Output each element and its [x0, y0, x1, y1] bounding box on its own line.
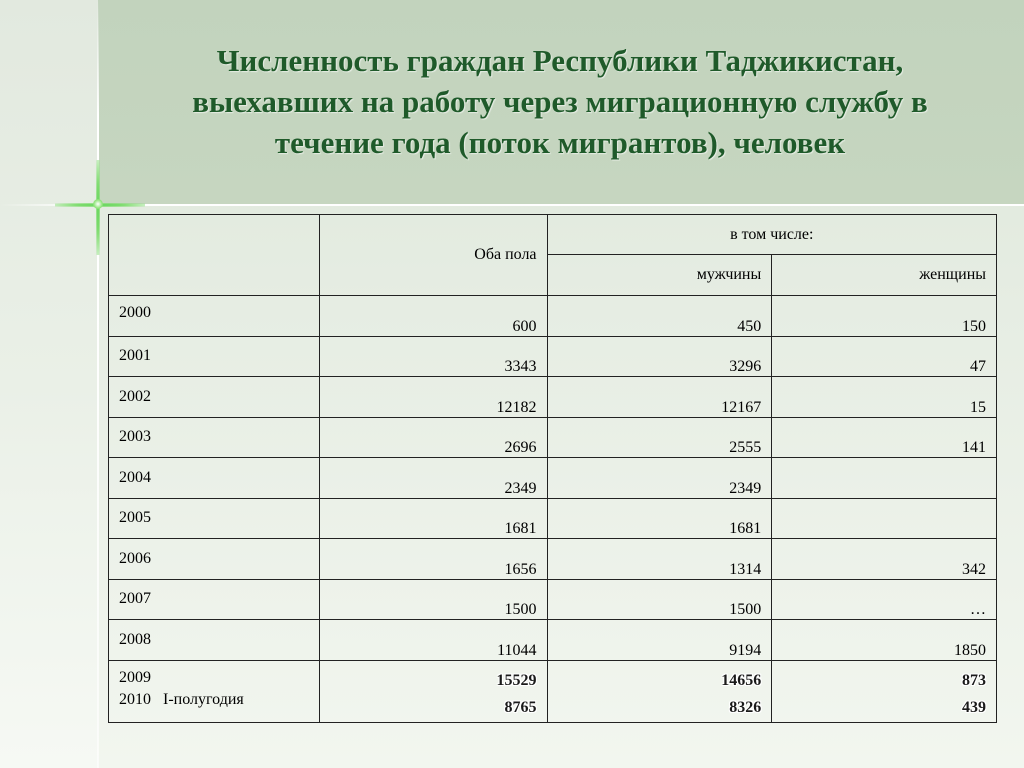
- year-2009: 2009: [119, 668, 151, 686]
- men-cell: 9194: [547, 620, 772, 661]
- both-2009: 15529: [496, 671, 537, 689]
- table-row: [109, 498, 997, 539]
- table-row: [109, 377, 997, 418]
- left-panel: [0, 0, 98, 768]
- both-cell: 3343: [319, 336, 547, 377]
- women-cell: 150: [772, 296, 997, 337]
- migrants-table: [108, 214, 997, 723]
- table-header-row: [109, 215, 997, 255]
- women-2009: 873: [962, 671, 986, 689]
- women-cell: 1850: [772, 620, 997, 661]
- year-cell: [109, 660, 320, 722]
- both-cell: 11044: [319, 620, 547, 661]
- men-cell: 2349: [547, 458, 772, 499]
- women-cell: 342: [772, 539, 997, 580]
- men-cell: 12167: [547, 377, 772, 418]
- horizontal-divider: [0, 204, 1024, 206]
- women-cell: [772, 458, 997, 499]
- both-cell: 1500: [319, 579, 547, 620]
- men-cell: 3296: [547, 336, 772, 377]
- table-row: [109, 336, 997, 377]
- year-cell: 2008: [109, 620, 320, 661]
- header-both-sexes: Оба пола: [319, 215, 547, 296]
- header-corner-cell: [109, 215, 320, 296]
- both-cell: 600: [319, 296, 547, 337]
- both-cell: [319, 660, 547, 722]
- both-cell: 12182: [319, 377, 547, 418]
- year-cell: 2003: [109, 417, 320, 458]
- sparkle-dot: [93, 199, 103, 209]
- table-row: [109, 660, 997, 722]
- table-row: [109, 579, 997, 620]
- both-cell: 1656: [319, 539, 547, 580]
- year-cell: 2002: [109, 377, 320, 418]
- women-cell: 141: [772, 417, 997, 458]
- year-cell: 2001: [109, 336, 320, 377]
- year-2010-half: 2010 I-полугодия: [119, 690, 244, 708]
- table-row: [109, 620, 997, 661]
- year-cell: 2007: [109, 579, 320, 620]
- table-row: [109, 539, 997, 580]
- table-row: [109, 458, 997, 499]
- header-including: в том числе:: [547, 215, 996, 255]
- both-cell: 2349: [319, 458, 547, 499]
- men-cell: 1314: [547, 539, 772, 580]
- table-row: [109, 296, 997, 337]
- year-cell: 2006: [109, 539, 320, 580]
- men-2009: 14656: [721, 671, 762, 689]
- both-cell: 2696: [319, 417, 547, 458]
- women-2010: 439: [962, 698, 986, 716]
- women-cell: [772, 498, 997, 539]
- page-title: [110, 40, 1010, 163]
- women-cell: [772, 660, 997, 722]
- vertical-divider: [97, 0, 99, 768]
- year-cell: 2004: [109, 458, 320, 499]
- year-cell: 2000: [109, 296, 320, 337]
- men-cell: 1681: [547, 498, 772, 539]
- women-cell: …: [772, 579, 997, 620]
- both-2010: 8765: [504, 698, 537, 716]
- men-cell: 1500: [547, 579, 772, 620]
- year-cell: 2005: [109, 498, 320, 539]
- women-cell: 15: [772, 377, 997, 418]
- title-line-2: выехавших на работу через миграционную службу в: [192, 84, 928, 119]
- header-men: мужчины: [547, 255, 772, 296]
- men-cell: 450: [547, 296, 772, 337]
- both-cell: 1681: [319, 498, 547, 539]
- table-row: [109, 417, 997, 458]
- header-women: женщины: [772, 255, 997, 296]
- men-cell: [547, 660, 772, 722]
- title-line-1: Численность граждан Республики Таджикистан,: [216, 43, 904, 78]
- title-line-3: течение года (поток мигрантов), человек: [274, 125, 846, 160]
- men-cell: 2555: [547, 417, 772, 458]
- men-2010: 8326: [729, 698, 762, 716]
- women-cell: 47: [772, 336, 997, 377]
